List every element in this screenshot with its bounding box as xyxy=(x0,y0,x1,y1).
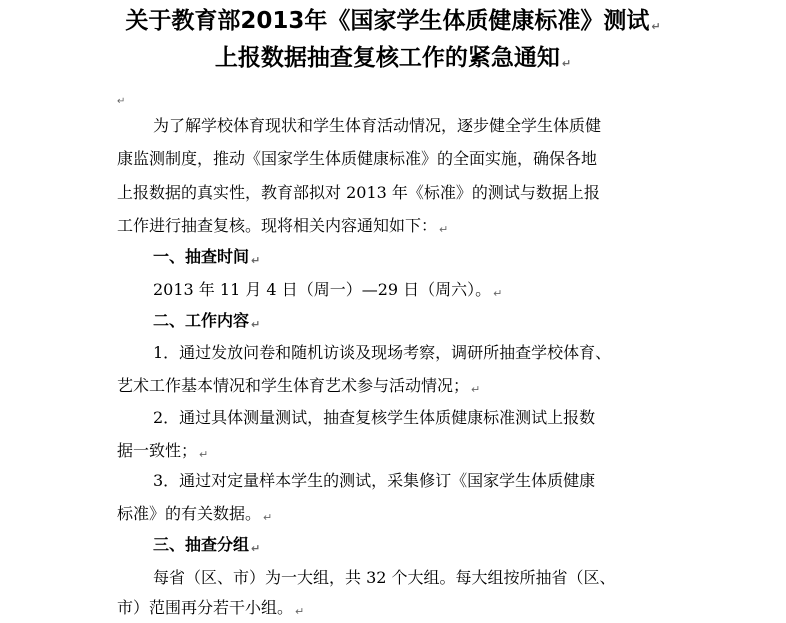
empty-paragraph xyxy=(115,86,125,113)
paragraph-mark: ↵ xyxy=(439,223,449,236)
section-time-text xyxy=(153,279,502,305)
section-heading-groups xyxy=(153,534,260,560)
title-line-2 xyxy=(0,43,786,79)
content-item-3-line-2-text: 标准》的有关数据。 xyxy=(117,504,262,523)
paragraph-mark: ↵ xyxy=(471,383,481,396)
intro-line-3: 上报数据的真实性，教育部拟对 2013 年《标准》的测试与数据上报 xyxy=(117,183,600,202)
section-time-text-content: 2013 年 11 月 4 日（周一）—29 日（周六）。 xyxy=(153,280,492,299)
content-item-1-line-1: 1．通过发放问卷和随机访谈及现场考察，调研所抽查学校体育、 xyxy=(153,343,612,362)
section-heading-groups-text: 三、抽查分组 xyxy=(153,535,250,554)
paragraph-mark: ↵ xyxy=(251,318,261,331)
section-heading-content-text: 二、工作内容 xyxy=(153,311,250,330)
content-item-1-line-2-text: 艺术工作基本情况和学生体育艺术参与活动情况； xyxy=(117,376,470,395)
intro-line-2: 康监测制度，推动《国家学生体质健康标准》的全面实施，确保各地 xyxy=(117,149,598,168)
paragraph-mark: ↵ xyxy=(117,96,126,107)
title-line-1 xyxy=(0,6,786,42)
paragraph-mark: ↵ xyxy=(493,287,503,300)
section-heading-time xyxy=(153,246,260,272)
intro-line-4-text: 工作进行抽查复核。现将相关内容通知如下： xyxy=(117,216,438,235)
paragraph-mark: ↵ xyxy=(263,511,273,524)
paragraph-mark: ↵ xyxy=(295,605,305,618)
intro-line-1: 为了解学校体育现状和学生体育活动情况，逐步健全学生体质健 xyxy=(153,116,602,135)
content-item-1-line-2 xyxy=(117,375,480,401)
paragraph-mark: ↵ xyxy=(251,254,261,267)
groups-line-2-text: 市）范围再分若干小组。 xyxy=(117,598,294,617)
groups-line-2 xyxy=(117,597,304,623)
paragraph-mark: ↵ xyxy=(251,542,261,555)
title-line-1-text: 关于教育部2013年《国家学生体质健康标准》测试 xyxy=(125,8,650,34)
title-line-2-text: 上报数据抽查复核工作的紧急通知 xyxy=(214,45,560,71)
paragraph-mark: ↵ xyxy=(561,57,572,70)
content-item-2-line-2-text: 据一致性； xyxy=(117,441,198,460)
groups-line-1: 每省（区、市）为一大组，共 32 个大组。每大组按所抽省（区、 xyxy=(153,568,616,587)
paragraph-mark: ↵ xyxy=(199,448,209,461)
section-heading-time-text: 一、抽查时间 xyxy=(153,247,250,266)
content-item-2-line-2 xyxy=(117,440,208,466)
content-item-2-line-1: 2．通过具体测量测试，抽查复核学生体质健康标准测试上报数 xyxy=(153,408,596,427)
section-heading-content xyxy=(153,310,260,336)
intro-line-4 xyxy=(117,215,448,241)
content-item-3-line-1: 3．通过对定量样本学生的测试，采集修订《国家学生体质健康 xyxy=(153,471,596,490)
paragraph-mark: ↵ xyxy=(651,20,661,33)
content-item-3-line-2 xyxy=(117,503,272,529)
